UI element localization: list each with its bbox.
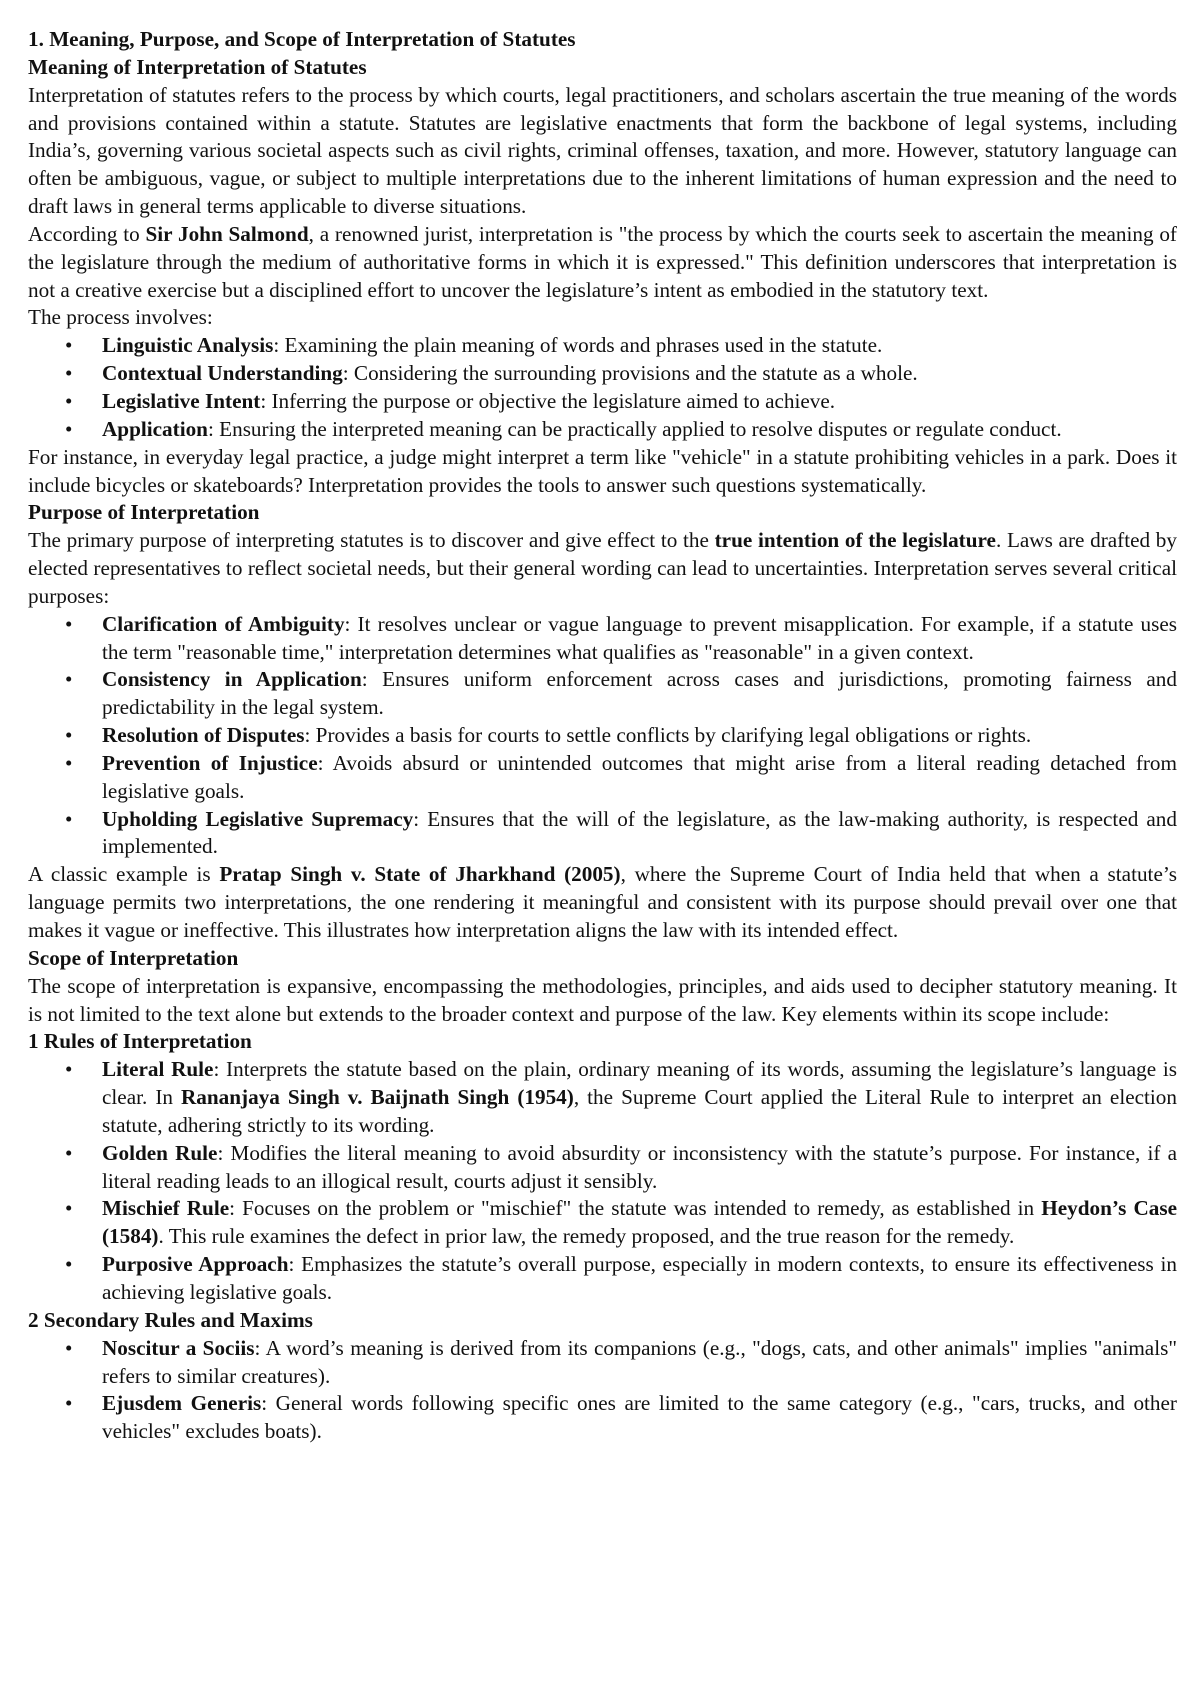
meaning-paragraph-1: Interpretation of statutes refers to the process by which courts, legal practitioners, and scholars ascertain the true meaning of the words and provisions contained within a statute. Statutes are legislative enactments that form the backbone of legal systems, including India’s, governing various societal aspects such as civil rights, criminal offenses, taxation, and more. However, statutory language can often be ambiguous, vague, or subject to multiple interpretations due to the inherent limitations of human expression and the need to draft laws in general terms applicable to diverse situations. <box>28 82 1177 219</box>
item-case: Heydon’s Case (1584) <box>102 1196 1177 1249</box>
item-text: : It resolves unclear or vague language to prevent misapplication. For example, if a statute uses the term "reasonable time," interpretation determines what qualifies as "reasonable" in a given context. <box>102 611 1177 664</box>
bullet-icon: • <box>65 1252 73 1277</box>
bullet-icon: • <box>65 1391 73 1416</box>
bullet-icon: • <box>65 1335 73 1360</box>
list-item <box>28 332 1177 360</box>
secondary-rules-heading: 2 Secondary Rules and Maxims <box>28 1307 313 1332</box>
example-post: , where the Supreme Court of India held that when a statute’s language permits two interpretations, the one rendering it meaningful and consistent with its purpose should prevail over one that makes it vague or ineffective. This illustrates how interpretation aligns the law with its intended effect. <box>28 862 1177 942</box>
list-item <box>28 611 1177 667</box>
bullet-icon: • <box>65 333 73 358</box>
item-text: : Considering the surrounding provisions and the statute as a whole. <box>342 361 918 386</box>
list-item <box>28 1056 1177 1140</box>
salmond-name: Sir John Salmond <box>145 221 309 246</box>
list-item <box>28 666 1177 722</box>
item-term: Prevention of Injustice <box>102 750 318 775</box>
item-term: Linguistic Analysis <box>102 333 274 358</box>
item-text: : Interprets the statute based on the plain, ordinary meaning of its words, assuming the legislature’s language is clear. In <box>102 1057 1177 1110</box>
purpose-heading: Purpose of Interpretation <box>28 500 260 525</box>
item-term: Purposive Approach <box>102 1252 289 1277</box>
example-case: Pratap Singh v. State of Jharkhand (2005) <box>219 862 621 887</box>
list-item <box>28 750 1177 806</box>
pratap-singh-paragraph <box>28 861 1177 945</box>
item-term: Contextual Understanding <box>102 361 343 386</box>
bullet-icon: • <box>65 1196 73 1221</box>
list-item <box>28 722 1177 750</box>
bullet-icon: • <box>65 416 73 441</box>
item-term: Upholding Legislative Supremacy <box>102 806 414 831</box>
bullet-icon: • <box>65 667 73 692</box>
item-term: Noscitur a Sociis <box>102 1335 255 1360</box>
salmond-paragraph <box>28 221 1177 305</box>
secondary-rules-list <box>28 1335 1177 1446</box>
vehicle-example-paragraph: For instance, in everyday legal practice, a judge might interpret a term like "vehicle" in a statute prohibiting vehicles in a park. Does it include bicycles or skateboards? Interpretation provides the tools to answer such questions systematically. <box>28 444 1177 497</box>
item-text: : Emphasizes the statute’s overall purpose, especially in modern contexts, to ensure its effectiveness in achieving legislative goals. <box>102 1252 1178 1304</box>
item-text: : Ensures that the will of the legislature, as the law-making authority, is respected and implemented. <box>102 806 1177 859</box>
bullet-icon: • <box>65 750 73 775</box>
rules-list <box>28 1056 1177 1307</box>
bullet-icon: • <box>65 806 73 831</box>
item-text: , the Supreme Court applied the Literal Rule to interpret an election statute, adhering strictly to its wording. <box>102 1085 1177 1137</box>
item-term: Consistency in Application <box>102 667 362 692</box>
scope-paragraph: The scope of interpretation is expansive, encompassing the methodologies, principles, and aids used to decipher statutory meaning. It is not limited to the text alone but extends to the broader context and purpose of the law. Key elements within its scope include: <box>28 973 1177 1026</box>
rules-heading: 1 Rules of Interpretation <box>28 1029 252 1054</box>
item-term: Legislative Intent <box>102 388 261 413</box>
scope-heading: Scope of Interpretation <box>28 945 239 970</box>
list-item <box>28 1335 1177 1391</box>
purpose-bold: true intention of the legislature <box>714 528 996 553</box>
bullet-icon: • <box>65 361 73 386</box>
bullet-icon: • <box>65 1140 73 1165</box>
list-item <box>28 388 1177 416</box>
purpose-list <box>28 611 1177 862</box>
bullet-icon: • <box>65 388 73 413</box>
item-text: : Modifies the literal meaning to avoid absurdity or inconsistency with the statute’s purpose. For instance, if a literal reading leads to an illogical result, courts adjust it sensibly. <box>102 1140 1177 1193</box>
item-text: : Ensuring the interpreted meaning can be practically applied to resolve disputes or regulate conduct. <box>207 416 1062 441</box>
list-item <box>28 806 1177 862</box>
item-text: : Inferring the purpose or objective the legislature aimed to achieve. <box>260 388 836 413</box>
process-intro: The process involves: <box>28 305 213 330</box>
item-term: Literal Rule <box>102 1057 214 1082</box>
item-term: Golden Rule <box>102 1140 218 1165</box>
item-text: . This rule examines the defect in prior law, the remedy proposed, and the true reason for the remedy. <box>158 1224 1015 1249</box>
list-item <box>28 1390 1177 1446</box>
item-text: : Avoids absurd or unintended outcomes that might arise from a literal reading detached from legislative goals. <box>102 750 1178 803</box>
item-case: Rananjaya Singh v. Baijnath Singh (1954) <box>181 1085 574 1110</box>
list-item <box>28 1140 1177 1196</box>
bullet-icon: • <box>65 611 73 636</box>
process-list <box>28 332 1177 443</box>
item-term: Clarification of Ambiguity <box>102 611 345 636</box>
list-item <box>28 360 1177 388</box>
list-item <box>28 1251 1177 1307</box>
bullet-icon: • <box>65 1057 73 1082</box>
item-term: Resolution of Disputes <box>102 723 305 748</box>
item-text: : Ensures uniform enforcement across cases and jurisdictions, promoting fairness and predictability in the legal system. <box>102 667 1177 720</box>
item-text: : A word’s meaning is derived from its companions (e.g., "dogs, cats, and other animals" implies "animals" refers to similar creatures). <box>102 1335 1177 1388</box>
purpose-paragraph <box>28 527 1177 611</box>
document-title: 1. Meaning, Purpose, and Scope of Interpretation of Statutes <box>28 27 576 51</box>
meaning-heading: Meaning of Interpretation of Statutes <box>28 54 367 79</box>
example-pre: A classic example is <box>28 862 220 887</box>
salmond-post: , a renowned jurist, interpretation is "the process by which the courts seek to ascertain the meaning of the legislature through the medium of authoritative forms in which it is expressed." This definition underscores that interpretation is not a creative exercise but a disciplined effort to uncover the legislature’s intent as embodied in the statutory text. <box>28 221 1177 302</box>
purpose-pre: The primary purpose of interpreting statutes is to discover and give effect to the <box>28 528 715 553</box>
item-text: : Provides a basis for courts to settle conflicts by clarifying legal obligations or rights. <box>304 723 1032 748</box>
bullet-icon: • <box>65 723 73 748</box>
item-text: : General words following specific ones are limited to the same category (e.g., "cars, trucks, and other vehicles" excludes boats). <box>102 1391 1177 1444</box>
item-text: : Focuses on the problem or "mischief" the statute was intended to remedy, as established in <box>229 1196 1042 1221</box>
list-item <box>28 1195 1177 1251</box>
item-term: Mischief Rule <box>102 1196 230 1221</box>
item-term: Application <box>102 416 208 441</box>
item-text: : Examining the plain meaning of words and phrases used in the statute. <box>273 333 883 358</box>
list-item <box>28 416 1177 444</box>
purpose-post: . Laws are drafted by elected representatives to reflect societal needs, but their general wording can lead to uncertainties. Interpretation serves several critical purposes: <box>28 528 1177 608</box>
salmond-pre: According to <box>28 221 146 246</box>
item-term: Ejusdem Generis <box>102 1391 262 1416</box>
